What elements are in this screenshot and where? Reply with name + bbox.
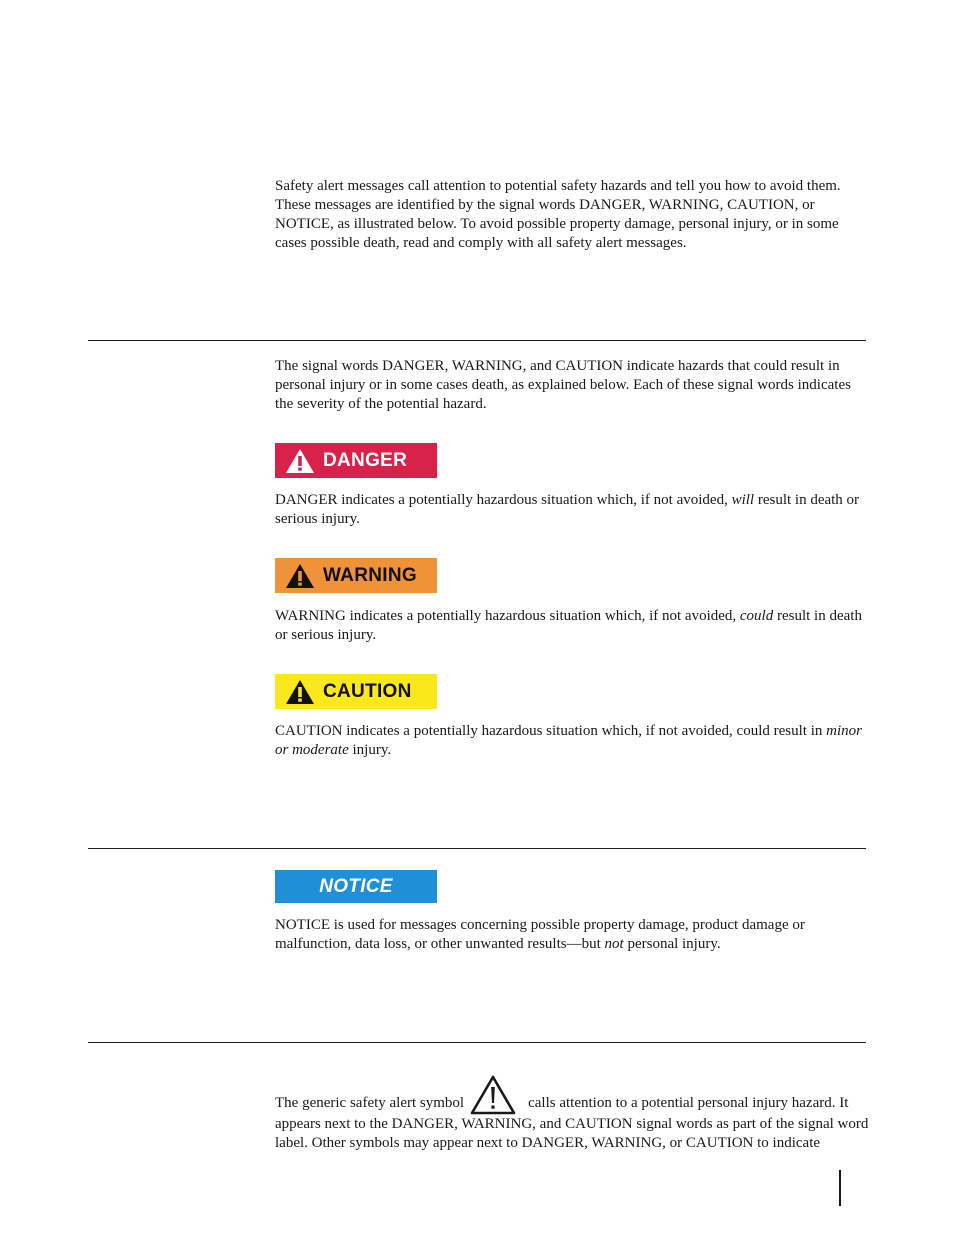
- signal-words-intro: The signal words DANGER, WARNING, and CAUTION indicate hazards that could result in personal injury or in some cases death, as explained below. Each of these signal words indicates the severity of the potential hazard.: [275, 358, 851, 412]
- section-divider: [88, 340, 866, 341]
- warning-label: [275, 558, 437, 593]
- notice-label: [275, 870, 437, 903]
- caution-description: CAUTION indicates a potentially hazardous situation which, if not avoided, could result in minor or moderate injury.: [275, 723, 862, 758]
- section-divider: [88, 1042, 866, 1043]
- intro-paragraph: Safety alert messages call attention to potential safety hazards and tell you how to avoid them. These messages are identified by the signal words DANGER, WARNING, CAUTION, or NOTICE, as illustrated below. To avoid possible property damage, personal injury, or in some cases possible death, read and comply with all safety alert messages.: [275, 178, 841, 251]
- safety-symbol-paragraph: The generic safety alert symbol calls attention to a potential personal injury hazard. It appears next to the DANGER, WARNING, and CAUTION signal words as part of the signal word label. Other symbols may appear next to DANGER, WARNING, or CAUTION to indicate: [275, 1075, 870, 1153]
- page-edge-mark: [839, 1170, 841, 1206]
- warning-description: WARNING indicates a potentially hazardous situation which, if not avoided, could result in death or serious injury.: [275, 608, 862, 643]
- notice-description: NOTICE is used for messages concerning possible property damage, product damage or malfunction, data loss, or other unwanted results—but not personal injury.: [275, 917, 805, 952]
- warning-label-text: WARNING: [323, 564, 417, 586]
- caution-label: [275, 674, 437, 709]
- danger-description: DANGER indicates a potentially hazardous situation which, if not avoided, will result in death or serious injury.: [275, 492, 860, 527]
- danger-label: [275, 443, 437, 478]
- safety-alert-triangle-icon: [470, 1075, 516, 1115]
- caution-label-text: CAUTION: [323, 680, 412, 702]
- warning-triangle-icon: [285, 448, 315, 474]
- notice-label-text: NOTICE: [319, 875, 393, 897]
- warning-triangle-icon: [285, 679, 315, 705]
- warning-triangle-icon: [285, 563, 315, 589]
- danger-label-text: DANGER: [323, 449, 408, 471]
- section-divider: [88, 848, 866, 849]
